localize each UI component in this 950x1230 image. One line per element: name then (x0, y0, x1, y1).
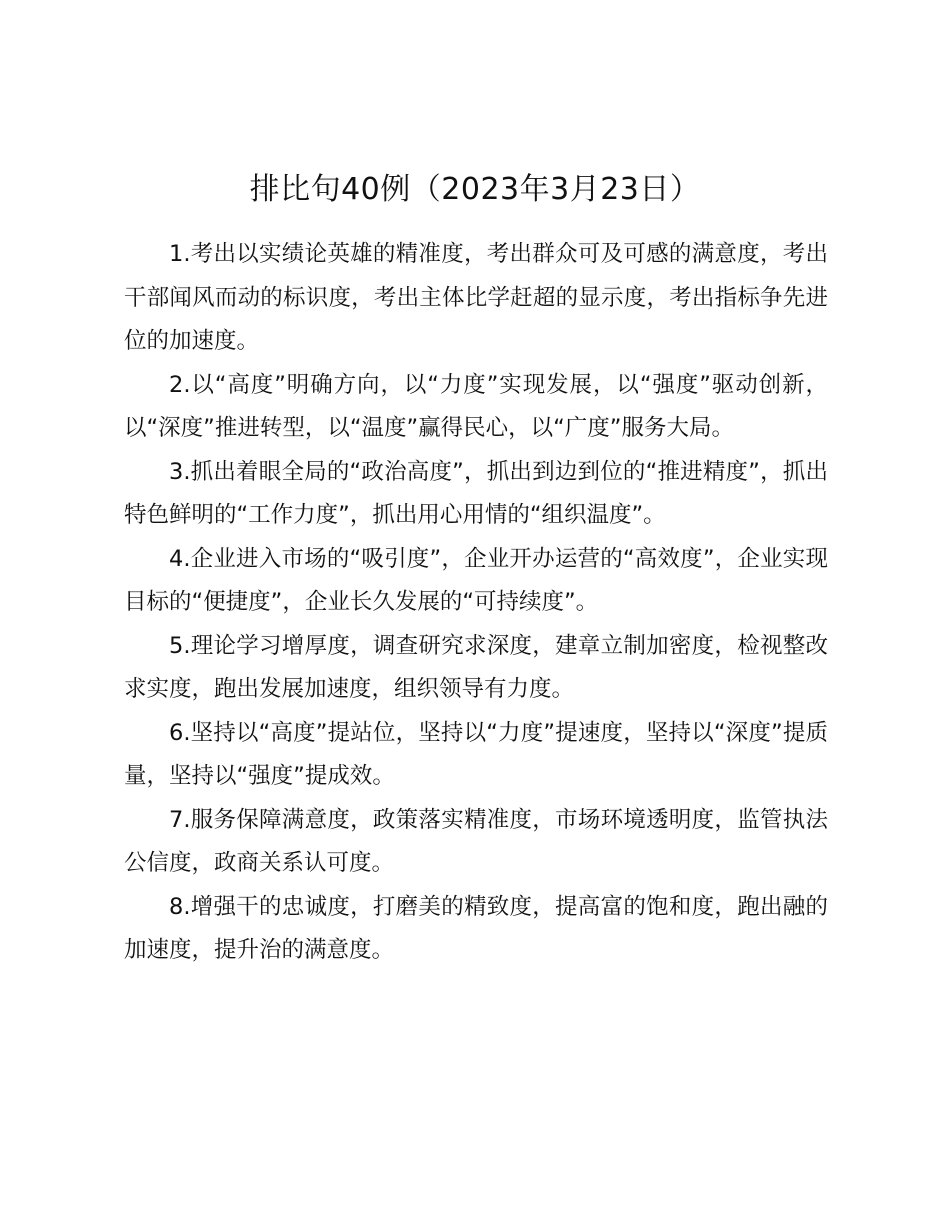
paragraph-1: 1.考出以实绩论英雄的精准度，考出群众可及可感的满意度，考出干部闻风而动的标识度，考出主体比学赶超的显示度，考出指标争先进位的加速度。 (124, 241, 828, 354)
paragraph-3: 3.抓出着眼全局的“政治高度”，抓出到边到位的“推进精度”，抓出特色鲜明的“工作力度”，抓出用心用情的“组织温度”。 (124, 458, 828, 528)
paragraph-7: 7.服务保障满意度，政策落实精准度，市场环境透明度，监管执法公信度，政商关系认可度。 (124, 806, 828, 876)
paragraph-2: 2.以“高度”明确方向，以“力度”实现发展，以“强度”驱动创新，以“深度”推进转型，以“温度”赢得民心，以“广度”服务大局。 (124, 371, 828, 441)
paragraph-8: 8.增强干的忠诚度，打磨美的精致度，提高富的饱和度，跑出融的加速度，提升治的满意度。 (124, 893, 828, 963)
paragraph-5: 5.理论学习增厚度，调查研究求深度，建章立制加密度，检视整改求实度，跑出发展加速度，组织领导有力度。 (124, 632, 828, 702)
paragraph-6: 6.坚持以“高度”提站位，坚持以“力度”提速度，坚持以“深度”提质量，坚持以“强度”提成效。 (124, 719, 828, 789)
document-title: 排比句40例（2023年3月23日） (249, 172, 701, 207)
document-body (124, 233, 828, 973)
paragraph-4: 4.企业进入市场的“吸引度”，企业开办运营的“高效度”，企业实现目标的“便捷度”，企业长久发展的“可持续度”。 (124, 545, 828, 615)
